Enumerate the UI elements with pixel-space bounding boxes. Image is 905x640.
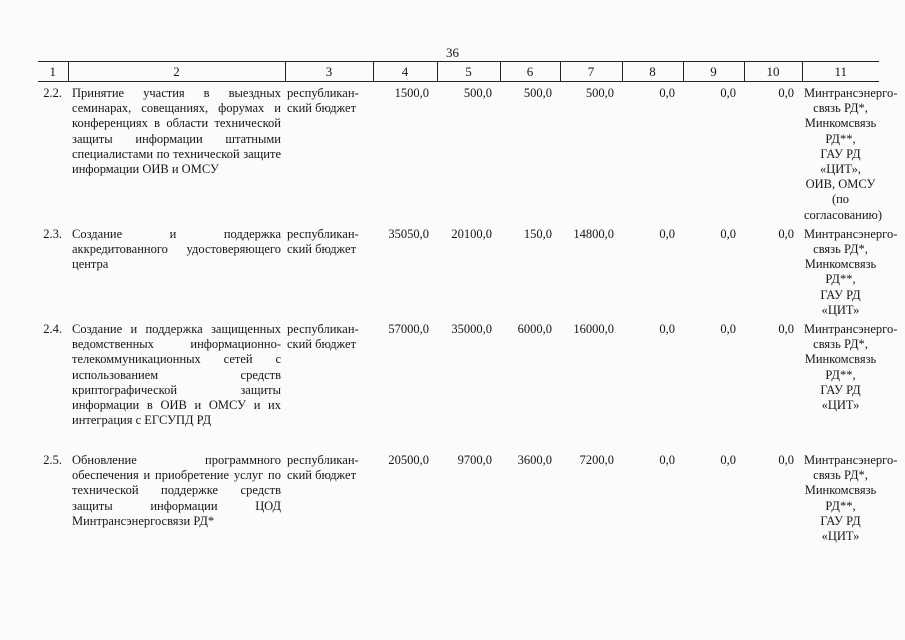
amount-cell: 6000,0: [517, 322, 552, 337]
amount-cell: 16000,0: [573, 322, 614, 337]
row-number: 2.3.: [43, 226, 62, 241]
amount-cell: 0,0: [778, 226, 794, 241]
amount-cell: 0,0: [778, 86, 794, 100]
amount-cell: 1500,0: [394, 86, 429, 100]
column-number-header: 9: [683, 62, 744, 82]
column-number-header: 10: [744, 62, 802, 82]
amount-cell: 57000,0: [388, 322, 429, 337]
table-row: [38, 223, 879, 318]
funding-source: республикан- ский бюджет: [287, 226, 359, 257]
row-number: 2.2.: [43, 86, 62, 100]
amount-cell: 0,0: [778, 322, 794, 337]
amount-cell: 500,0: [585, 86, 614, 100]
column-number-header: 1: [38, 62, 68, 82]
amount-cell: 0,0: [778, 453, 794, 468]
amount-cell: 0,0: [720, 453, 736, 468]
activity-name: Создание и поддержка защищенных ведомственных информационно-телекоммуникационных сетей с использованием средств криптографической защиты информации в ОИВ и ОМСУ и их интеграция с ЕГСУПД РД: [72, 322, 281, 428]
amount-cell: 0,0: [659, 322, 675, 337]
amount-cell: 20500,0: [388, 453, 429, 468]
table-row: [38, 318, 879, 449]
page-number: 36: [446, 45, 459, 60]
amount-cell: 500,0: [523, 86, 552, 100]
funding-source: республикан- ский бюджет: [287, 453, 359, 483]
amount-cell: 3600,0: [517, 453, 552, 468]
row-number: 2.5.: [43, 453, 62, 468]
column-number-header: 2: [68, 62, 285, 82]
column-number-header: 3: [285, 62, 373, 82]
row-number: 2.4.: [43, 322, 62, 337]
amount-cell: 9700,0: [457, 453, 492, 468]
column-number-header: 5: [437, 62, 500, 82]
program-activities-table: [38, 61, 898, 553]
amount-cell: 0,0: [659, 453, 675, 468]
amount-cell: 14800,0: [573, 226, 614, 241]
funding-source: республикан- ский бюджет: [287, 86, 359, 116]
amount-cell: 0,0: [720, 226, 736, 241]
column-number-header: 11: [802, 62, 879, 82]
amount-cell: 0,0: [720, 322, 736, 337]
funding-source: республикан- ский бюджет: [287, 322, 359, 352]
activity-name: Создание и поддержка аккредитованного удостоверяющего центра: [72, 226, 281, 272]
amount-cell: 35050,0: [388, 226, 429, 241]
column-number-header: 6: [500, 62, 560, 82]
column-number-header-row: [38, 62, 879, 82]
amount-cell: 0,0: [720, 86, 736, 100]
activity-name: Обновление программного обеспечения и приобретение услуг по технической поддержке средств защиты информации ЦОД Минтрансэнергосвязи РД*: [72, 453, 281, 528]
column-number-header: 8: [622, 62, 683, 82]
column-number-header: 7: [560, 62, 622, 82]
amount-cell: 35000,0: [451, 322, 492, 337]
executors: Минтрансэнерго- связь РД*, Минкомсвязь РД**, ГАУ РД «ЦИТ»: [804, 322, 898, 413]
executors: Минтрансэнерго- связь РД*, Минкомсвязь РД**, ГАУ РД «ЦИТ», ОИВ, ОМСУ (по согласованию): [804, 86, 898, 222]
table-row: [38, 82, 879, 223]
amount-cell: 7200,0: [579, 453, 614, 468]
amount-cell: 0,0: [659, 86, 675, 100]
executors: Минтрансэнерго- связь РД*, Минкомсвязь РД**, ГАУ РД «ЦИТ»: [804, 226, 898, 317]
table-row: [38, 449, 879, 553]
column-number-header: 4: [373, 62, 437, 82]
activity-name: Принятие участия в выездных семинарах, совещаниях, форумах и конференциях в области технической защиты информации штатными специалистами по технической защите информации ОИВ и ОМСУ: [72, 86, 281, 177]
amount-cell: 20100,0: [451, 226, 492, 241]
amount-cell: 0,0: [659, 226, 675, 241]
amount-cell: 500,0: [463, 86, 492, 100]
executors: Минтрансэнерго- связь РД*, Минкомсвязь РД**, ГАУ РД «ЦИТ»: [804, 453, 898, 544]
amount-cell: 150,0: [523, 226, 552, 241]
